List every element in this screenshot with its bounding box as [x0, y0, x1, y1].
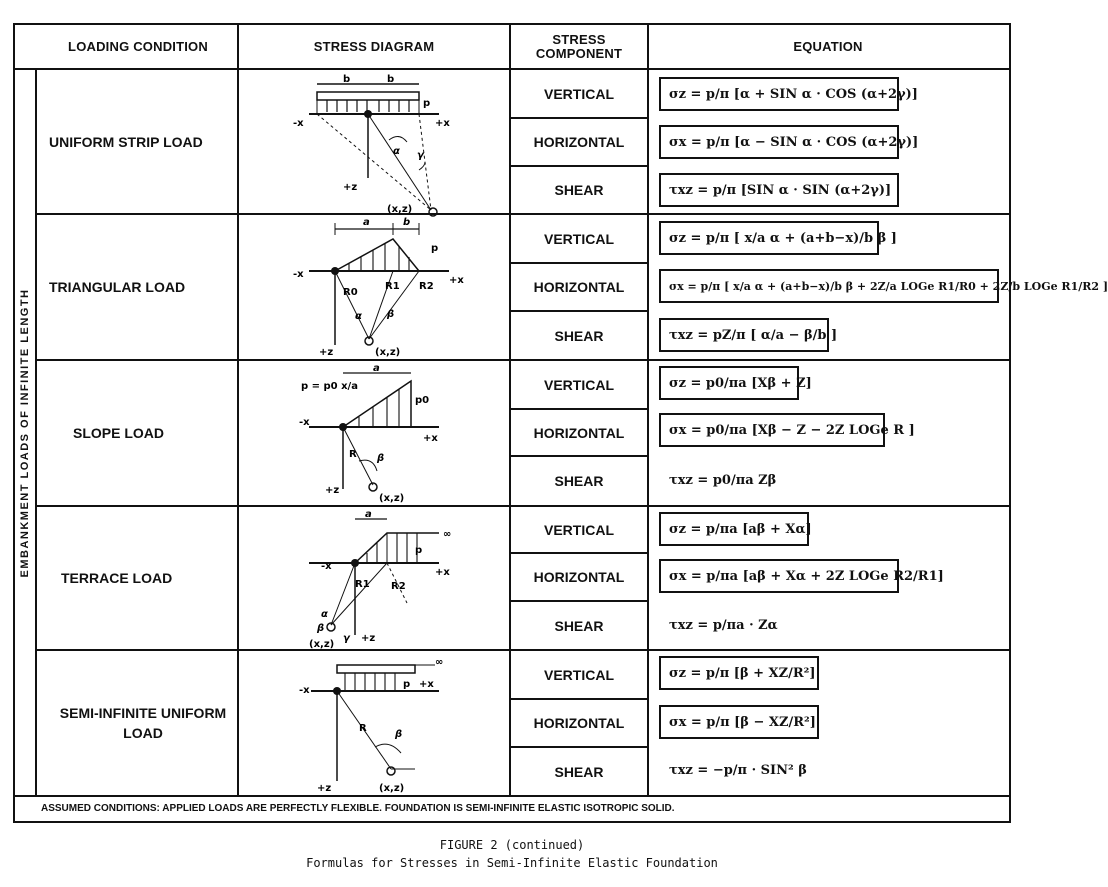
diagram-label-p: p: [415, 545, 423, 556]
equation-box: σx = p/π [α − SIN α · COS (α+2γ)]: [659, 125, 899, 159]
equation-box: σx = p/πa [aβ + Xα + 2Z LOGe R2/R1]: [659, 559, 899, 593]
diagram-label-p0: p0: [415, 395, 430, 406]
equation-box: τxz = p0/πa Zβ: [669, 472, 777, 488]
stress-formula-table: [13, 23, 1108, 823]
component-vertical: VERTICAL: [544, 666, 614, 683]
figure-caption-line1: FIGURE 2 (continued): [439, 838, 585, 852]
component-horizontal: HORIZONTAL: [533, 424, 625, 441]
component-vertical: VERTICAL: [544, 521, 614, 538]
equation-box: σz = p/π [α + SIN α · COS (α+2γ)]: [659, 77, 899, 111]
diagram-label-gamma: γ: [343, 633, 350, 644]
diagram-label-r0: R0: [343, 287, 358, 298]
side-label: EMBANKMENT LOADS OF INFINITE LENGTH: [19, 288, 31, 577]
diagram-label-b: b: [343, 74, 351, 85]
diagram-uniform-strip: [239, 70, 505, 213]
diagram-label-a: a: [365, 509, 372, 520]
diagram-label-plus-x: +x: [435, 567, 450, 578]
component-shear: SHEAR: [554, 182, 604, 198]
component-shear: SHEAR: [554, 763, 604, 780]
diagram-label-plus-x: +x: [423, 433, 438, 444]
component-vertical: VERTICAL: [544, 230, 614, 247]
diagram-label-plus-x: +x: [419, 679, 434, 690]
diagram-label-xz: (x,z): [309, 639, 335, 650]
figure-caption-line2: Formulas for Stresses in Semi-Infinite Elastic Foundation: [306, 856, 718, 870]
diagram-label-alpha: α: [321, 609, 328, 620]
diagram-label-alpha: α: [393, 146, 400, 157]
diagram-label-r: R: [359, 723, 367, 734]
diagram-label-r1: R1: [385, 281, 400, 292]
diagram-label-b: b: [403, 217, 411, 228]
diagram-label-r2: R2: [419, 281, 434, 292]
diagram-label-p: p: [403, 679, 411, 690]
diagram-label-plus-z: +z: [325, 485, 340, 496]
component-horizontal: HORIZONTAL: [533, 569, 625, 585]
header-loading-condition: LOADING CONDITION: [68, 38, 208, 54]
diagram-label-xz: (x,z): [379, 493, 405, 504]
diagram-label-plus-x: +x: [435, 118, 450, 129]
diagram-semi-infinite: [239, 651, 505, 795]
header-stress-component: STRESS COMPONENT: [535, 31, 623, 61]
component-shear: SHEAR: [554, 617, 604, 634]
diagram-label-minus-x: -x: [299, 417, 310, 428]
equation-box: τxz = p/π [SIN α · SIN (α+2γ)]: [659, 173, 899, 207]
header-stress-diagram: STRESS DIAGRAM: [313, 38, 435, 54]
diagram-label-xz: (x,z): [379, 783, 405, 794]
diagram-label-infinity: ∞: [443, 529, 452, 540]
diagram-label-r1: R1: [355, 579, 370, 590]
diagram-label-xz: (x,z): [387, 204, 413, 215]
diagram-label-plus-z: +z: [361, 633, 376, 644]
diagram-label-p: p: [423, 98, 431, 109]
equation-box: σz = p/π [β + XZ/R²]: [659, 656, 819, 690]
equation-box: τxz = −p/π · SIN² β: [669, 762, 807, 778]
condition-semi-infinite: SEMI-INFINITE UNIFORM LOAD: [59, 705, 227, 741]
condition-slope: SLOPE LOAD: [73, 425, 165, 441]
diagram-label-plus-z: +z: [319, 347, 334, 358]
equation-box: σx = p0/πa [Xβ − Z − 2Z LOGe R ]: [659, 413, 885, 447]
diagram-triangular: [239, 215, 505, 359]
diagram-terrace: [239, 507, 505, 649]
column-divider: [647, 25, 649, 795]
diagram-label-r2: R2: [391, 581, 406, 592]
diagram-label-infinity: ∞: [435, 657, 444, 668]
diagram-label-p: p: [431, 243, 439, 254]
diagram-label-beta: β: [317, 623, 325, 634]
condition-terrace: TERRACE LOAD: [61, 570, 173, 586]
diagram-label-plus-z: +z: [343, 182, 358, 193]
equation-box: τxz = p/πa · Zα: [669, 617, 778, 633]
diagram-label-a: a: [363, 217, 370, 228]
diagram-label-plus-z: +z: [317, 783, 332, 794]
diagram-label-a: a: [373, 363, 380, 374]
diagram-label-xz: (x,z): [375, 347, 401, 358]
component-horizontal: HORIZONTAL: [533, 134, 625, 150]
header-equation: EQUATION: [793, 38, 863, 54]
equation-box: σz = p/π [ x/a α + (a+b−x)/b β ]: [659, 221, 879, 255]
diagram-slope: [239, 361, 505, 505]
diagram-label-alpha: α: [355, 311, 362, 322]
diagram-label-gamma: γ: [417, 150, 424, 161]
equation-box: σz = p0/πa [Xβ + Z]: [659, 366, 799, 400]
component-vertical: VERTICAL: [544, 85, 614, 102]
diagram-label-minus-x: -x: [293, 118, 304, 129]
equation-box: σx = p/π [ x/a α + (a+b−x)/b β + 2Z/a LOGe R1/R0 + 2Z/b LOGe R1/R2 ]: [659, 269, 999, 303]
diagram-label-minus-x: -x: [321, 561, 332, 572]
component-vertical: VERTICAL: [544, 376, 614, 393]
component-shear: SHEAR: [554, 327, 604, 344]
diagram-label-minus-x: -x: [299, 685, 310, 696]
diagram-label-beta: β: [377, 453, 385, 464]
assumed-conditions-note: ASSUMED CONDITIONS: APPLIED LOADS ARE PERFECTLY FLEXIBLE. FOUNDATION IS SEMI-INFINITE ELASTIC ISOTROPIC SOLID.: [41, 802, 675, 814]
component-horizontal: HORIZONTAL: [533, 279, 625, 295]
diagram-label-beta: β: [387, 309, 395, 320]
diagram-label-beta: β: [395, 729, 403, 740]
equation-box: σx = p/π [β − XZ/R²]: [659, 705, 819, 739]
diagram-label-b: b: [387, 74, 395, 85]
diagram-label-minus-x: -x: [293, 269, 304, 280]
condition-triangular: TRIANGULAR LOAD: [49, 279, 186, 295]
diagram-label-r: R: [349, 449, 357, 460]
equation-box: σz = p/πa [aβ + Xα]: [659, 512, 809, 546]
component-horizontal: HORIZONTAL: [533, 715, 625, 731]
diagram-label-p-formula: p = p0 x/a: [301, 381, 358, 392]
equation-box: τxz = pZ/π [ α/a − β/b ]: [659, 318, 829, 352]
diagram-label-plus-x: +x: [449, 275, 464, 286]
condition-uniform-strip: UNIFORM STRIP LOAD: [49, 133, 203, 150]
component-shear: SHEAR: [554, 473, 604, 489]
